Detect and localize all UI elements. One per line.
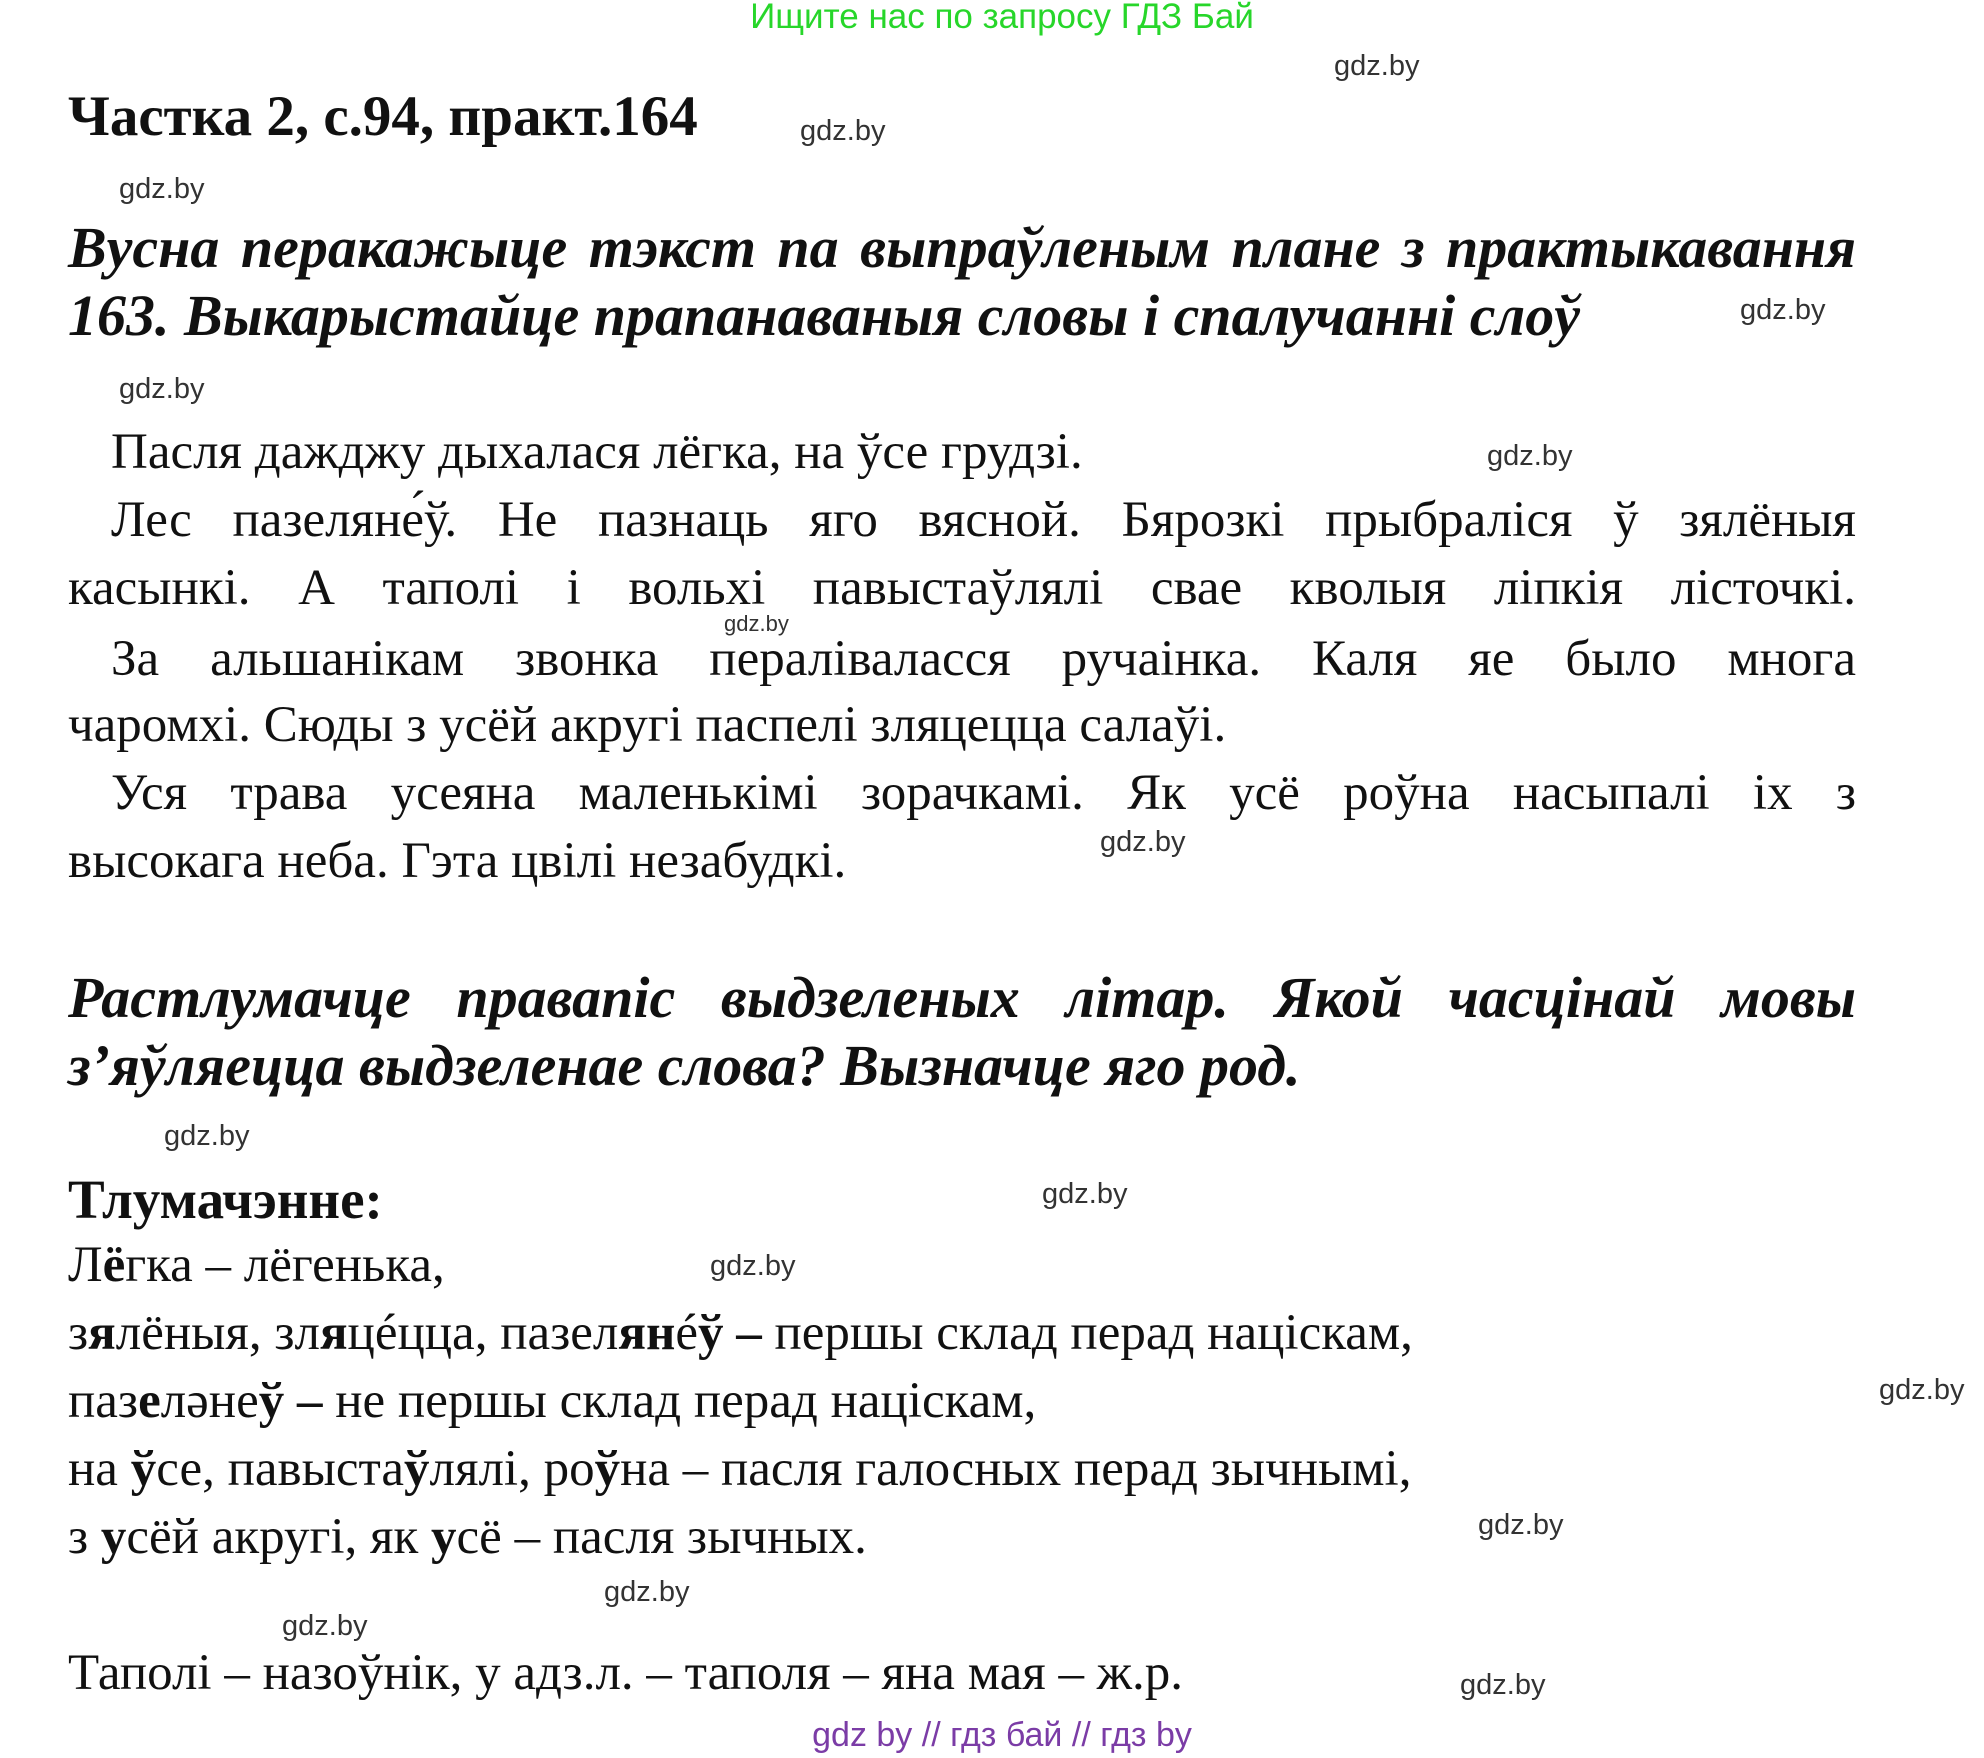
highlighted-letter: ў (404, 1441, 430, 1497)
explanation-title: Тлумачэнне: (68, 1169, 383, 1230)
explanation-line (68, 1305, 1413, 1361)
text-line: За альшанікам звонка пераліваласся ручаінка. Каля яе было многа (111, 631, 1856, 687)
explanation-line (68, 1237, 445, 1293)
text-fragment: гка – лёгенька, (125, 1237, 445, 1293)
text-line: высокага неба. Гэта цвілі незабудкі. (68, 833, 847, 889)
text-line: чаромхі. Сюды з усёй акругі паспелі зляцецца салаўі. (68, 697, 1227, 753)
highlighted-letter: я (88, 1305, 116, 1361)
text-fragment: лəне (160, 1373, 259, 1429)
text-fragment: першы склад перад націскам, (761, 1305, 1413, 1361)
highlighted-letter: я (319, 1305, 348, 1361)
watermark: gdz.by (1460, 1669, 1546, 1701)
watermark: gdz.by (724, 611, 789, 636)
text-line: Пасля дажджу дыхалася лёгка, на ўсе грудзі. (111, 424, 1083, 480)
text-fragment: сёй акругі, як (126, 1509, 432, 1565)
explanation-line (68, 1509, 867, 1565)
highlighted-letter: ў (698, 1305, 724, 1361)
text-fragment: é (675, 1305, 698, 1361)
search-hint-banner: Ищите нас по запросу ГДЗ Бай (750, 0, 1254, 36)
text-fragment: на (68, 1441, 131, 1497)
highlighted-letter: ў (258, 1373, 285, 1429)
watermark: gdz.by (1100, 826, 1186, 858)
text-fragment: Л (68, 1237, 103, 1293)
dash: – (723, 1305, 762, 1361)
text-fragment: цéцца, пазел (347, 1305, 619, 1361)
text-fragment: лёныя, зл (115, 1305, 320, 1361)
highlighted-letter: ё (102, 1237, 126, 1293)
text-fragment: се, павыста (156, 1441, 405, 1497)
watermark: gdz.by (800, 115, 886, 147)
dash: – (284, 1373, 323, 1429)
text-line: Лес пазеляне́ў. Не пазнаць яго вясной. Бярозкі прыбраліся ў зялёныя (111, 492, 1856, 548)
text-fragment: не першы склад перад націскам, (322, 1373, 1037, 1429)
highlighted-letter: ў (594, 1441, 621, 1497)
task-2-line-2: з’яўляецца выдзеленае слова? Вызначце яго род. (68, 1033, 1301, 1098)
explanation-conclusion: Таполі – назоўнік, у адз.л. – таполя – яна мая – ж.р. (68, 1645, 1183, 1701)
explanation-line (68, 1441, 1412, 1497)
text-fragment: з (68, 1509, 101, 1565)
watermark: gdz.by (282, 1610, 368, 1642)
page-title: Частка 2, с.94, практ.164 (68, 85, 698, 148)
watermark: gdz.by (1334, 50, 1420, 82)
text-fragment: лялі, ро (429, 1441, 595, 1497)
text-fragment: сё – пасля зычных. (456, 1509, 867, 1565)
task-1-line-2: 163. Выкарыстайце прапанаваныя словы і спалучанні слоў (68, 283, 1581, 348)
footer-links: gdz by // гдз бай // гдз by (812, 1716, 1192, 1754)
watermark: gdz.by (119, 173, 205, 205)
highlighted-letter: ў (130, 1441, 157, 1497)
watermark: gdz.by (1740, 294, 1826, 326)
highlighted-letter: у (100, 1509, 127, 1565)
explanation-line (68, 1373, 1037, 1429)
text-fragment: з (68, 1305, 89, 1361)
task-1-line-1: Вусна перакажыце тэкст па выпраўленым плане з практыкавання (68, 215, 1856, 280)
watermark: gdz.by (1879, 1374, 1965, 1406)
watermark: gdz.by (1487, 440, 1573, 472)
text-line: касынкі. А таполі і вольхі павыстаўлялі свае кволыя ліпкія лісточкі. (68, 560, 1856, 616)
watermark: gdz.by (1042, 1178, 1128, 1210)
watermark: gdz.by (710, 1250, 796, 1282)
watermark: gdz.by (604, 1576, 690, 1608)
text-fragment: на – пасля галосных перад зычнымі, (620, 1441, 1412, 1497)
text-fragment: паз (68, 1373, 139, 1429)
watermark: gdz.by (164, 1120, 250, 1152)
watermark: gdz.by (119, 373, 205, 405)
task-2-line-1: Растлумачце правапіс выдзеленых літар. Якой часцінай мовы (68, 965, 1856, 1030)
highlighted-letter: у (431, 1509, 457, 1565)
watermark: gdz.by (1478, 1509, 1564, 1541)
highlighted-letter: ян (618, 1305, 676, 1361)
highlighted-letter: е (138, 1373, 161, 1429)
text-line: Уся трава усеяна маленькімі зорачкамі. Як усё роўна насыпалі іх з (111, 765, 1856, 821)
